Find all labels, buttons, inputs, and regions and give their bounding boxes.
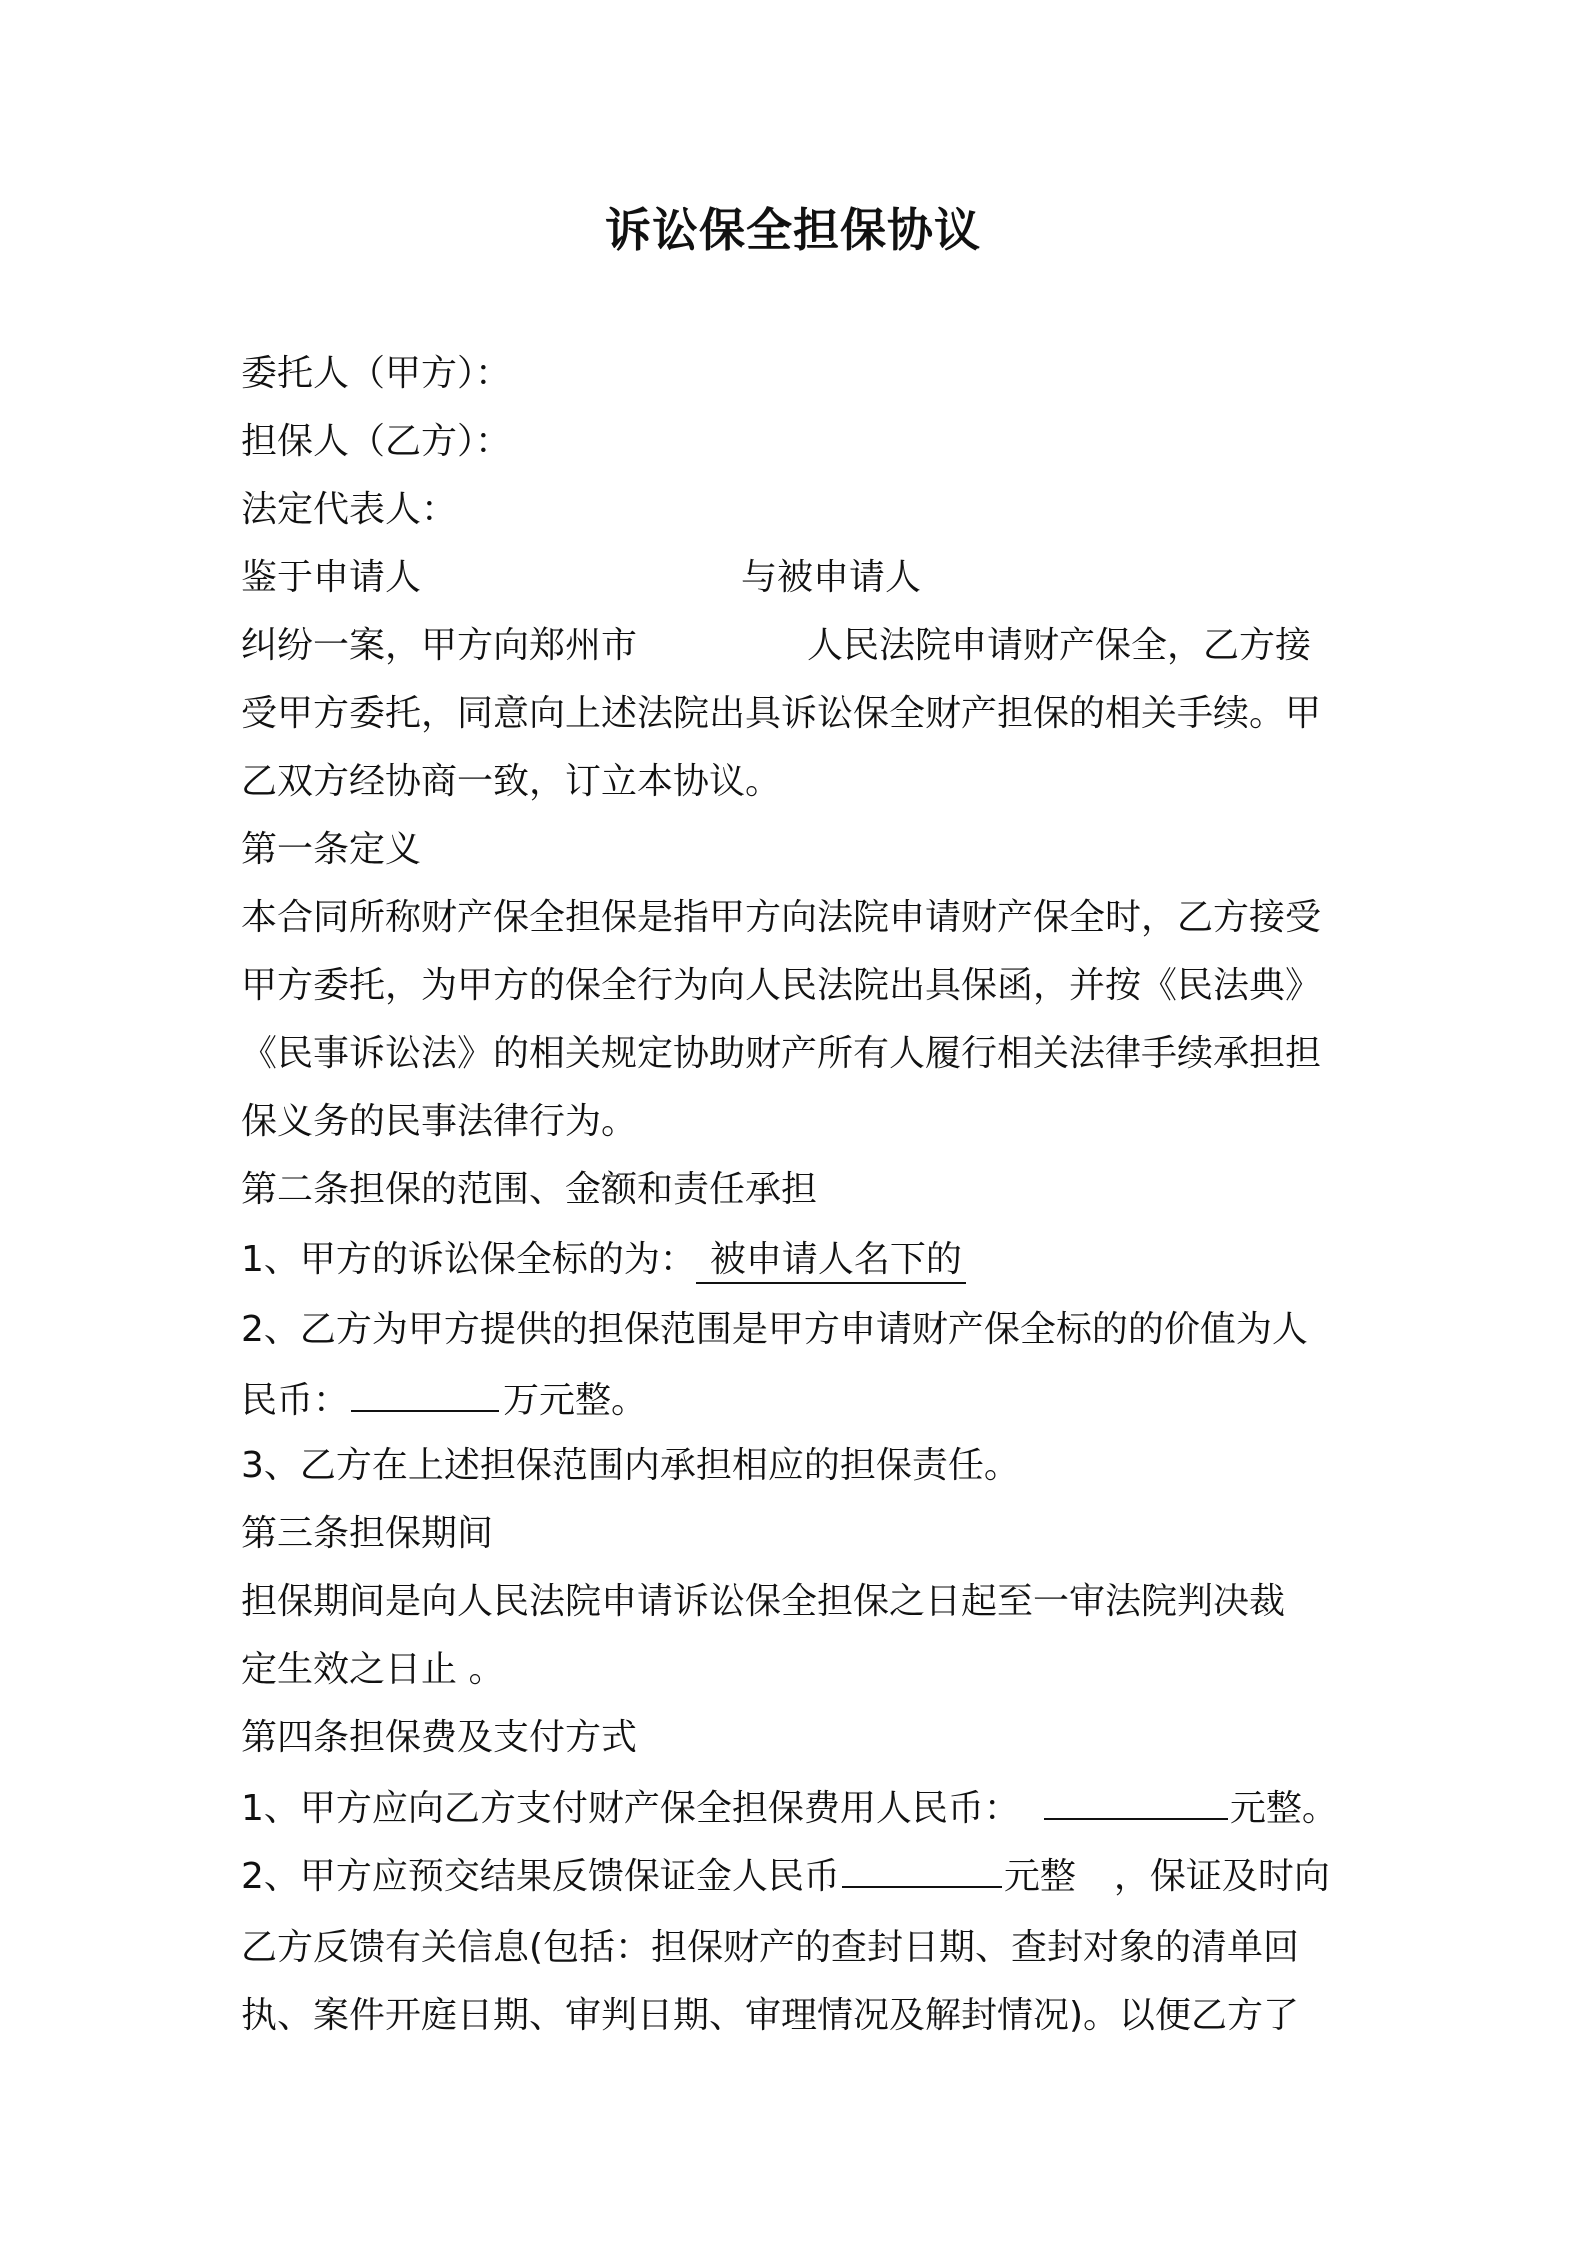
- article4-item1-unit: 元整。: [1229, 1788, 1338, 1829]
- article4-item2-label: 2、甲方应预交结果反馈保证金人民币: [241, 1856, 840, 1897]
- article1-line: 保义务的民事法律行为。: [241, 1101, 638, 1142]
- article2-item1-value: 被申请人名下的: [696, 1238, 966, 1284]
- article4-item2-line3: 执、案件开庭日期、审判日期、审理情况及解封情况)。以便乙方了: [241, 1995, 1300, 2036]
- article1-heading: 第一条定义: [241, 829, 422, 870]
- article3-heading: 第三条担保期间: [241, 1513, 494, 1554]
- article4-heading: 第四条担保费及支付方式: [241, 1717, 638, 1758]
- article4-item2-unit: 元整: [1003, 1856, 1076, 1897]
- article2-heading: 第二条担保的范围、金额和责任承担: [241, 1169, 818, 1210]
- applicant-label: 鉴于申请人: [241, 557, 422, 598]
- article2-item2-line1: 2、乙方为甲方提供的担保范围是甲方申请财产保全标的的价值为人: [241, 1309, 1308, 1350]
- intro-line-2-a: 纠纷一案，甲方向郑州市: [241, 625, 638, 666]
- article4-item2-line2: 乙方反馈有关信息(包括：担保财产的查封日期、查封对象的清单回: [241, 1927, 1300, 1968]
- party-a-label: 委托人（甲方）：: [241, 353, 512, 394]
- party-b-label: 担保人（乙方）：: [241, 421, 512, 462]
- article2-item2-line2: [241, 1374, 647, 1425]
- fee-blank: [1044, 1782, 1228, 1820]
- article2-item2-currency-label: 民币：: [241, 1380, 350, 1421]
- amount-blank: [351, 1374, 499, 1412]
- legal-rep-label: 法定代表人：: [241, 489, 458, 530]
- respondent-label: 与被申请人: [741, 557, 922, 598]
- article3-line: 定生效之日止 。: [241, 1649, 505, 1690]
- article4-item2: [241, 1850, 1330, 1901]
- article1-line: 本合同所称财产保全担保是指甲方向法院申请财产保全时，乙方接受: [241, 897, 1322, 938]
- article4-item1: [241, 1782, 1338, 1833]
- intro-line-2: [241, 622, 1311, 670]
- article1-line: 甲方委托，为甲方的保全行为向人民法院出具保函，并按《民法典》: [241, 965, 1322, 1006]
- deposit-blank: [842, 1850, 1002, 1888]
- intro-line-1: [241, 554, 921, 602]
- article4-item1-label: 1、甲方应向乙方支付财产保全担保费用人民币：: [241, 1788, 1020, 1829]
- article2-item2-unit: 万元整。: [503, 1380, 648, 1421]
- article2-item3: 3、乙方在上述担保范围内承担相应的担保责任。: [241, 1445, 1020, 1486]
- document-title: 诉讼保全担保协议: [605, 203, 981, 257]
- intro-line-2-b: 人民法院申请财产保全，乙方接: [807, 625, 1312, 666]
- article2-item1-label: 1、甲方的诉讼保全标的为：: [241, 1239, 696, 1280]
- intro-line-4: 乙双方经协商一致，订立本协议。: [241, 761, 782, 802]
- article2-item1: [241, 1236, 966, 1284]
- article4-item2-tail: ，保证及时向: [1113, 1856, 1330, 1897]
- article3-line: 担保期间是向人民法院申请诉讼保全担保之日起至一审法院判决裁: [241, 1581, 1286, 1622]
- intro-line-3: 受甲方委托，同意向上述法院出具诉讼保全财产担保的相关手续。甲: [241, 693, 1322, 734]
- article1-line: 《民事诉讼法》的相关规定协助财产所有人履行相关法律手续承担担: [241, 1033, 1322, 1074]
